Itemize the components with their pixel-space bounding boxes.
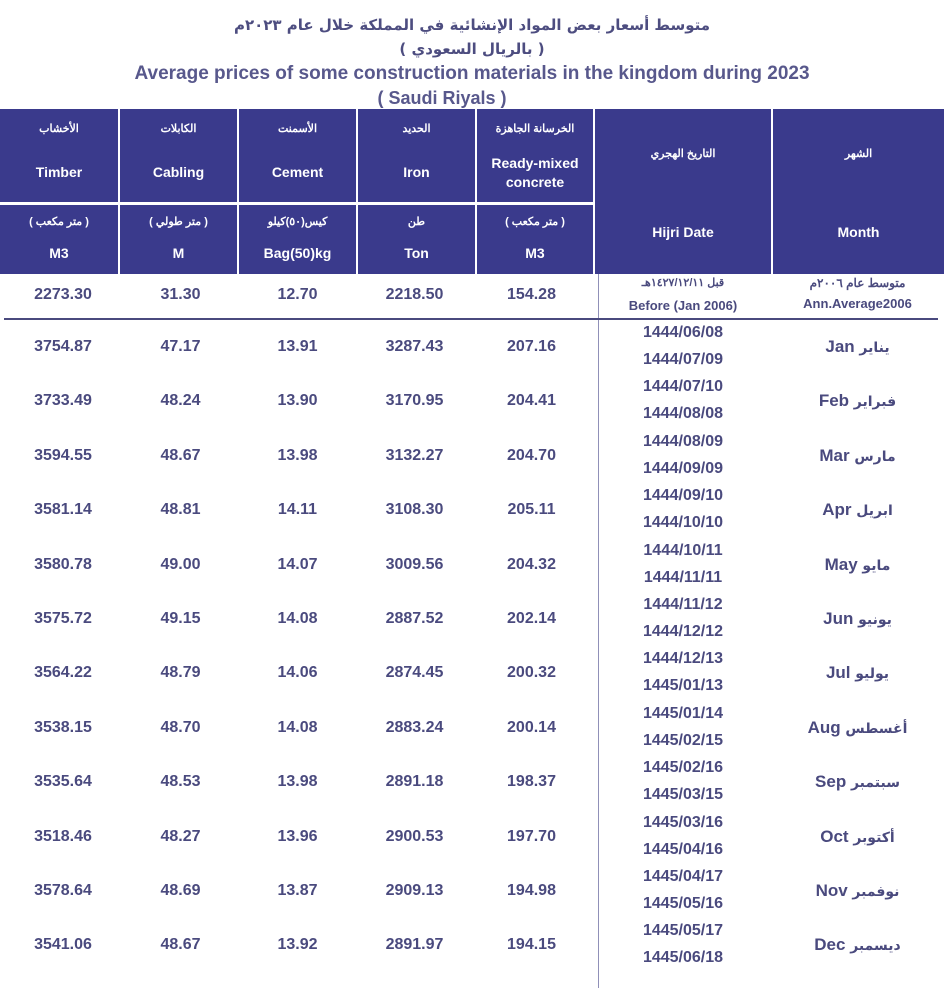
- table-row: [0, 320, 944, 374]
- cell-hijri-from: 1444/10/11: [643, 542, 723, 559]
- cell-hijri-from: 1444/11/12: [643, 596, 723, 613]
- cell-cabling: 48.70: [160, 719, 201, 736]
- cell-hijri-to: 1444/08/08: [642, 405, 724, 422]
- cell-month-ar: ابريل: [856, 503, 893, 519]
- cell-iron: 2883.24: [385, 719, 444, 736]
- cell-concrete: 204.32: [507, 556, 556, 573]
- header-concrete-unit-ar: ( متر مكعب ): [505, 216, 565, 228]
- table-row: [0, 755, 944, 809]
- cell-concrete: 204.70: [507, 447, 556, 464]
- cell-cabling: 49.00: [160, 556, 201, 573]
- header-concrete-unit: [477, 205, 593, 274]
- header-hijri: [595, 109, 771, 274]
- title-english-line2: ( Saudi Riyals ): [377, 88, 507, 108]
- header-timber: [0, 109, 118, 202]
- cell-month-en: Jan: [825, 337, 855, 356]
- cell-month-ar: مايو: [862, 558, 891, 574]
- header-iron-ar: الحديد: [402, 123, 431, 135]
- cell-concrete: 205.11: [507, 501, 556, 518]
- cell-concrete: 200.14: [507, 719, 556, 736]
- cell-iron: 2891.97: [385, 936, 444, 953]
- header-month-ar: الشهر: [844, 148, 873, 160]
- cell-hijri-to: 1445/02/15: [642, 732, 724, 749]
- cell-iron: 2900.53: [385, 828, 444, 845]
- cell-hijri-from: 1445/01/14: [642, 705, 724, 722]
- baseline-timber: 2273.30: [34, 286, 92, 303]
- cell-concrete: 194.98: [507, 882, 556, 899]
- header-hijri-en: Hijri Date: [652, 224, 714, 240]
- header-hijri-ar: التاريخ الهجري: [650, 148, 716, 160]
- cell-month-ar: يونيو: [858, 612, 892, 628]
- cell-hijri-to: 1444/11/11: [643, 569, 723, 586]
- header-month-en: Month: [837, 224, 880, 240]
- cell-timber: 3733.49: [34, 392, 92, 409]
- cell-cabling: 48.24: [160, 392, 201, 409]
- baseline-row: [0, 276, 944, 318]
- cell-month-ar: يناير: [859, 340, 890, 356]
- cell-cement: 13.87: [277, 882, 318, 899]
- cell-month: [775, 663, 940, 683]
- cell-month-ar: مارس: [854, 449, 896, 465]
- baseline-month-en: Ann.Average2006: [803, 296, 912, 311]
- cell-month-en: Dec: [814, 935, 846, 954]
- cell-cement: 14.07: [277, 556, 318, 573]
- cell-hijri-to: 1445/05/16: [642, 895, 724, 912]
- header-cabling-unit: [120, 205, 237, 274]
- baseline-hijri-en: Before (Jan 2006): [628, 298, 738, 313]
- cell-iron: 2874.45: [385, 664, 444, 681]
- cell-month: [775, 718, 940, 738]
- cell-timber: 3580.78: [34, 556, 92, 573]
- header-iron-unit: [358, 205, 475, 274]
- cell-concrete: 202.14: [507, 610, 556, 627]
- cell-cabling: 48.27: [160, 828, 201, 845]
- baseline-concrete: 154.28: [507, 286, 556, 303]
- cell-month: [775, 827, 940, 847]
- table-row: [0, 646, 944, 700]
- cell-month-ar: يوليو: [855, 666, 890, 682]
- cell-month-en: Jun: [823, 609, 854, 628]
- table-header: [0, 109, 944, 274]
- header-concrete-unit-en: M3: [525, 245, 545, 261]
- baseline-hijri-ar: قبل ١٤٢٧/١٢/١١هـ: [641, 277, 725, 289]
- cell-timber: 3578.64: [34, 882, 92, 899]
- header-cabling-unit-ar: ( متر طولي ): [149, 216, 208, 228]
- header-month: [773, 109, 944, 274]
- cell-hijri-to: 1445/01/13: [642, 677, 724, 694]
- cell-month-en: Apr: [822, 500, 852, 519]
- cell-month-en: Mar: [819, 446, 850, 465]
- cell-cabling: 48.53: [160, 773, 201, 790]
- cell-month-ar: أغسطس: [845, 721, 908, 737]
- cell-hijri-from: 1445/05/17: [642, 922, 724, 939]
- cell-cabling: 48.67: [160, 936, 201, 953]
- cell-cement: 13.98: [277, 447, 318, 464]
- cell-hijri-to: 1444/12/12: [642, 623, 724, 640]
- cell-concrete: 197.70: [507, 828, 556, 845]
- table-row: [0, 592, 944, 646]
- header-cabling-ar: الكابلات: [160, 123, 197, 135]
- table-row: [0, 918, 944, 972]
- cell-cement: 14.08: [277, 610, 318, 627]
- header-timber-unit: [0, 205, 118, 274]
- cell-month-ar: ديسمبر: [850, 938, 901, 954]
- cell-month-ar: فبراير: [853, 394, 897, 410]
- title-english-line1: Average prices of some construction materials in the kingdom during 2023: [134, 63, 810, 84]
- cell-cement: 13.98: [277, 773, 318, 790]
- cell-iron: 2887.52: [385, 610, 444, 627]
- cell-month-en: Sep: [815, 772, 847, 791]
- header-cabling-unit-en: M: [172, 245, 185, 261]
- cell-cement: 14.11: [277, 501, 318, 518]
- cell-month-en: Oct: [820, 827, 849, 846]
- cell-month: [775, 337, 940, 357]
- cell-timber: 3538.15: [34, 719, 92, 736]
- table-row: [0, 701, 944, 755]
- cell-hijri-from: 1444/07/10: [642, 378, 724, 395]
- cell-month-en: May: [824, 555, 858, 574]
- table-row: [0, 429, 944, 483]
- cell-month-en: Nov: [815, 881, 848, 900]
- header-cement: [239, 109, 356, 202]
- cell-month-en: Jul: [825, 663, 851, 682]
- cell-hijri-from: 1444/06/08: [642, 324, 724, 341]
- title-arabic-line1: متوسط أسعار بعض المواد الإنشائية في المملكة خلال عام ٢٠٢٣م: [233, 16, 711, 34]
- baseline-month-ar: متوسط عام ٢٠٠٦م: [809, 276, 906, 290]
- cell-concrete: 204.41: [507, 392, 556, 409]
- cell-concrete: 207.16: [507, 338, 556, 355]
- baseline-cement: 12.70: [277, 286, 318, 303]
- cell-hijri-from: 1445/04/17: [642, 868, 724, 885]
- header-cement-ar: الأسمنت: [277, 123, 318, 135]
- header-cabling: [120, 109, 237, 202]
- cell-timber: 3754.87: [34, 338, 92, 355]
- cell-month: [775, 500, 940, 520]
- cell-hijri-to: 1444/09/09: [642, 460, 724, 477]
- cell-hijri-to: 1445/06/18: [642, 949, 724, 966]
- cell-hijri-from: 1444/08/09: [642, 433, 724, 450]
- header-cement-unit-en: Bag(50)kg: [263, 245, 332, 261]
- header-concrete-ar: الخرسانة الجاهزة: [495, 123, 575, 135]
- cell-month: [775, 772, 940, 792]
- cell-cabling: 48.69: [160, 882, 201, 899]
- cell-hijri-to: 1444/10/10: [642, 514, 724, 531]
- cell-iron: 3170.95: [385, 392, 444, 409]
- cell-cabling: 48.79: [160, 664, 201, 681]
- cell-concrete: 200.32: [507, 664, 556, 681]
- table-row: [0, 864, 944, 918]
- cell-iron: 3287.43: [385, 338, 444, 355]
- cell-month-en: Aug: [807, 718, 841, 737]
- header-iron: [358, 109, 475, 202]
- cell-hijri-from: 1444/12/13: [642, 650, 724, 667]
- cell-iron: 3132.27: [385, 447, 444, 464]
- cell-month-ar: أكتوبر: [853, 830, 895, 846]
- cell-month: [775, 446, 940, 466]
- cell-timber: 3518.46: [34, 828, 92, 845]
- cell-hijri-from: 1445/03/16: [642, 814, 724, 831]
- header-cement-unit-ar: كيس(٥٠)كيلو: [267, 216, 328, 228]
- table-row: [0, 374, 944, 428]
- header-timber-en: Timber: [35, 164, 83, 180]
- cell-cabling: 49.15: [160, 610, 201, 627]
- cell-concrete: 198.37: [507, 773, 556, 790]
- cell-timber: 3581.14: [34, 501, 92, 518]
- header-timber-unit-en: M3: [49, 245, 69, 261]
- cell-cement: 13.91: [277, 338, 318, 355]
- header-cabling-en: Cabling: [152, 164, 205, 180]
- header-timber-unit-ar: ( متر مكعب ): [29, 216, 89, 228]
- header-timber-ar: الأخشاب: [39, 123, 79, 135]
- cell-month: [775, 555, 940, 575]
- cell-cement: 14.06: [277, 664, 318, 681]
- cell-month-en: Feb: [818, 391, 850, 410]
- cell-month-ar: نوفمبر: [852, 884, 900, 900]
- cell-cement: 14.08: [277, 719, 318, 736]
- table-row: [0, 483, 944, 537]
- cell-cabling: 48.67: [160, 447, 201, 464]
- header-iron-en: Iron: [403, 164, 430, 180]
- cell-cabling: 47.17: [160, 338, 201, 355]
- cell-hijri-from: 1444/09/10: [642, 487, 724, 504]
- header-iron-unit-ar: طن: [407, 216, 426, 228]
- header-iron-unit-en: Ton: [404, 245, 429, 261]
- table-row: [0, 538, 944, 592]
- cell-cement: 13.92: [277, 936, 318, 953]
- header-concrete: [477, 109, 593, 202]
- cell-hijri-to: 1445/03/15: [642, 786, 724, 803]
- cell-hijri-from: 1445/02/16: [642, 759, 724, 776]
- header-cement-en: Cement: [271, 164, 324, 180]
- cell-timber: 3535.64: [34, 773, 92, 790]
- cell-timber: 3575.72: [34, 610, 92, 627]
- baseline-iron: 2218.50: [385, 286, 444, 303]
- header-cement-unit: [239, 205, 356, 274]
- cell-hijri-to: 1445/04/16: [642, 841, 724, 858]
- cell-month: [775, 935, 940, 955]
- title-arabic-line2: ( بالريال السعودي ): [399, 40, 545, 58]
- cell-timber: 3541.06: [34, 936, 92, 953]
- table-row: [0, 810, 944, 864]
- cell-cement: 13.90: [277, 392, 318, 409]
- cell-timber: 3564.22: [34, 664, 92, 681]
- cell-hijri-to: 1444/07/09: [642, 351, 724, 368]
- cell-cement: 13.96: [277, 828, 318, 845]
- cell-iron: 3009.56: [385, 556, 444, 573]
- cell-timber: 3594.55: [34, 447, 92, 464]
- cell-month: [775, 391, 940, 411]
- baseline-cabling: 31.30: [160, 286, 201, 303]
- cell-iron: 3108.30: [385, 501, 444, 518]
- cell-iron: 2891.18: [385, 773, 444, 790]
- cell-concrete: 194.15: [507, 936, 556, 953]
- cell-iron: 2909.13: [385, 882, 444, 899]
- cell-month-ar: سبتمبر: [850, 775, 900, 791]
- cell-month: [775, 881, 940, 901]
- header-concrete-en: Ready-mixed concrete: [491, 155, 579, 190]
- cell-month: [775, 609, 940, 629]
- cell-cabling: 48.81: [160, 501, 201, 518]
